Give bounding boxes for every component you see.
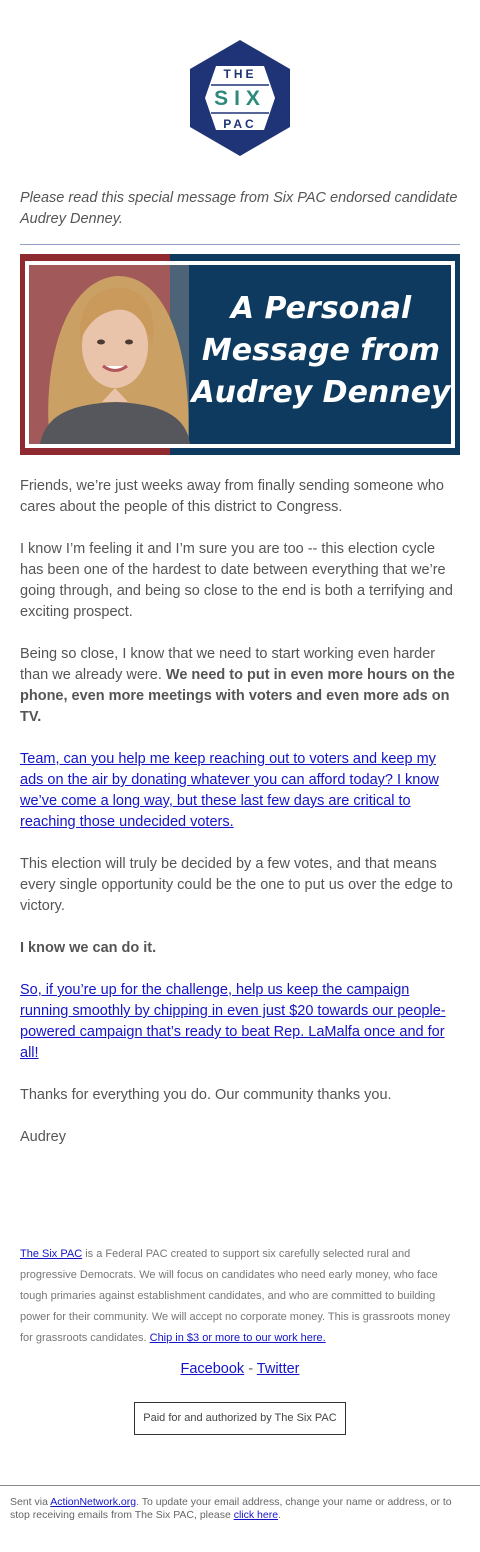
pac-description-text: is a Federal PAC created to support six carefully selected rural and progressive Democrats. We will focus on candidates who need early money, who face tough primaries against establishment candidates, and who are committed to building power for their community. We will accept no corporate money. This is grassroots money for grassroots candidates. bbox=[20, 1248, 451, 1344]
paid-for-disclaimer: Paid for and authorized by The Six PAC bbox=[134, 1402, 346, 1435]
banner-line-3: Audrey Denney bbox=[191, 375, 451, 410]
donate-ads-link[interactable]: Team, can you help me keep reaching out to voters and keep my ads on the air by donating whatever you can afford today? I know we’ve come a long way, but these last few days are critical to reaching those undecided voters. bbox=[20, 751, 439, 830]
sent-via-prefix: Sent via bbox=[10, 1496, 51, 1508]
chip-in-3-link[interactable]: Chip in $3 or more to our work here. bbox=[149, 1332, 326, 1344]
sent-via-notice bbox=[10, 1496, 470, 1522]
sent-via-middle: . To update your email address, change your name or address, or to stop receiving emails from The Six PAC, please bbox=[10, 1496, 452, 1521]
banner-line-2: Message from bbox=[201, 333, 441, 368]
intro-message: Please read this special message from Six PAC endorsed candidate Audrey Denney. bbox=[20, 190, 458, 227]
paragraph-we-can-do-it bbox=[20, 938, 460, 959]
message-body bbox=[20, 476, 460, 1169]
we-can-do-it-bold: I know we can do it. bbox=[20, 940, 157, 956]
personal-message-banner bbox=[20, 254, 460, 455]
paragraph-weeks-away: Friends, we’re just weeks away from finally sending someone who cares about the people of this district to Congress. bbox=[20, 478, 444, 515]
actionnetwork-link[interactable]: ActionNetwork.org bbox=[50, 1496, 137, 1508]
paragraph-donate-link bbox=[20, 749, 460, 833]
unsubscribe-click-here-link[interactable]: click here bbox=[233, 1509, 279, 1521]
logo-six: SIX bbox=[214, 87, 266, 110]
work-harder-bold: We need to put in even more hours on the phone, even more meetings with voters and even more ads on TV. bbox=[20, 667, 455, 725]
pac-description bbox=[20, 1244, 460, 1349]
footer-divider bbox=[0, 1485, 480, 1486]
facebook-link[interactable]: Facebook bbox=[180, 1361, 245, 1377]
signature: Audrey bbox=[20, 1129, 66, 1145]
paragraph-thanks: Thanks for everything you do. Our community thanks you. bbox=[20, 1087, 392, 1103]
sent-via-suffix: . bbox=[278, 1509, 281, 1521]
six-pac-link[interactable]: The Six PAC bbox=[20, 1248, 83, 1260]
intro-divider bbox=[20, 244, 460, 245]
logo-pac: PAC bbox=[223, 117, 257, 131]
paragraph-feeling-it: I know I’m feeling it and I’m sure you are too -- this election cycle has been one of the hardest to date between everything that we’re going through, and being so close to the end is both a terrifying and exciting prospect. bbox=[20, 541, 453, 620]
candidate-portrait bbox=[29, 265, 190, 444]
work-harder-text: Being so close, I know that we need to start working even harder than we already were. bbox=[20, 646, 436, 683]
social-links bbox=[0, 1359, 480, 1380]
social-separator: - bbox=[244, 1361, 257, 1377]
logo-the: THE bbox=[223, 67, 257, 81]
paragraph-few-votes: This election will truly be decided by a few votes, and that means every single opportunity could be the one to put us over the edge to victory. bbox=[20, 856, 453, 914]
chip-in-20-link[interactable]: So, if you’re up for the challenge, help us keep the campaign running smoothly by chipping in even just $20 towards our people-powered campaign that’s ready to beat Rep. LaMalfa once and for all! bbox=[20, 982, 446, 1061]
six-pac-logo bbox=[0, 40, 480, 156]
paragraph-work-harder bbox=[20, 644, 460, 728]
banner-line-1: A Personal bbox=[230, 291, 412, 326]
paragraph-chip-in-link bbox=[20, 980, 460, 1064]
twitter-link[interactable]: Twitter bbox=[256, 1361, 300, 1377]
